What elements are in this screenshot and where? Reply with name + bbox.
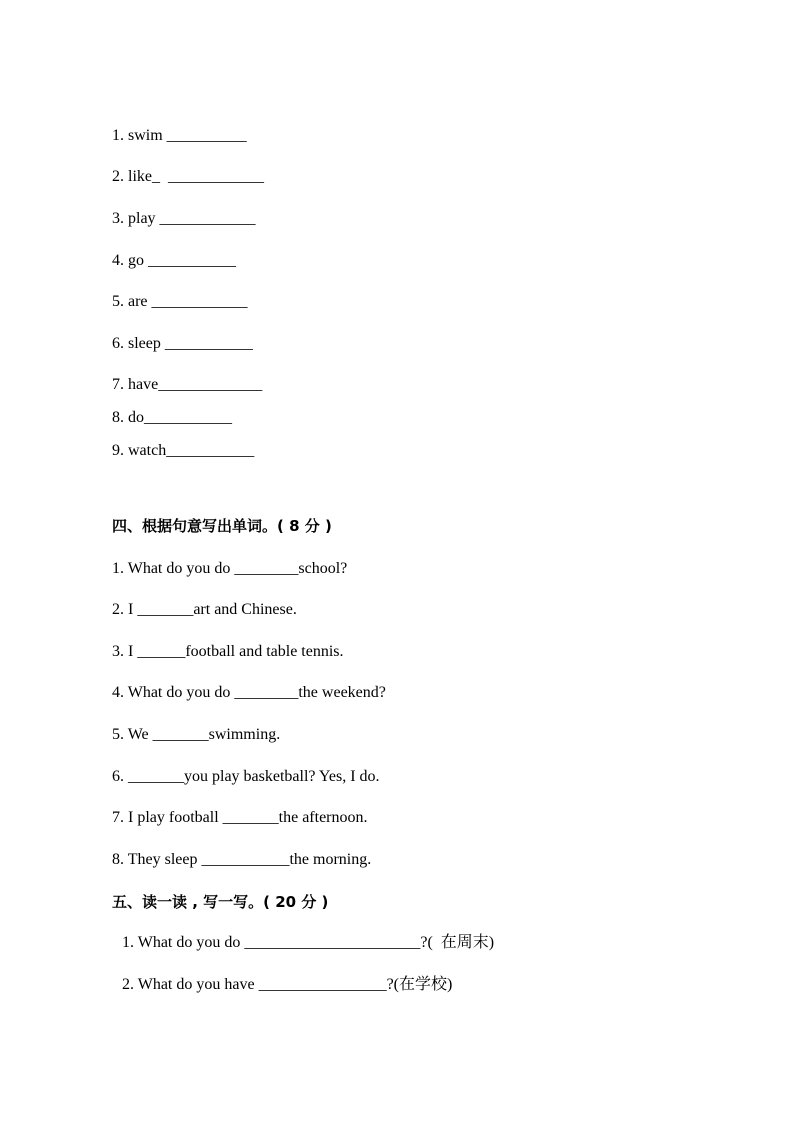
word-item-3: 3. play ____________ — [112, 210, 256, 227]
question-item-1: 1. What do you do ______________________?( 在周末) — [122, 934, 495, 951]
word-item-5: 5. are ____________ — [112, 293, 248, 310]
question-item-2: 2. What do you have ________________?(在学校) — [122, 976, 453, 993]
section-4-heading: 四、根据句意写出单词。( 8 分 ) — [112, 517, 332, 535]
word-item-4: 4. go ___________ — [112, 252, 236, 269]
word-item-7: 7. have_____________ — [112, 376, 263, 393]
sentence-item-7: 7. I play football _______the afternoon. — [112, 809, 368, 826]
sentence-item-2: 2. I _______art and Chinese. — [112, 601, 297, 618]
word-item-2: 2. like_ ____________ — [112, 168, 264, 185]
sentence-item-8: 8. They sleep ___________the morning. — [112, 851, 372, 868]
sentence-item-1: 1. What do you do ________school? — [112, 560, 348, 577]
sentence-item-3: 3. I ______football and table tennis. — [112, 643, 344, 660]
word-item-1: 1. swim __________ — [112, 127, 247, 144]
word-item-9: 9. watch___________ — [112, 442, 255, 459]
section-5-heading: 五、读一读 , 写一写。( 20 分 ) — [112, 893, 329, 911]
sentence-item-5: 5. We _______swimming. — [112, 726, 281, 743]
sentence-item-6: 6. _______you play basketball? Yes, I do. — [112, 768, 380, 785]
word-item-6: 6. sleep ___________ — [112, 335, 253, 352]
sentence-item-4: 4. What do you do ________the weekend? — [112, 684, 386, 701]
word-item-8: 8. do___________ — [112, 409, 232, 426]
